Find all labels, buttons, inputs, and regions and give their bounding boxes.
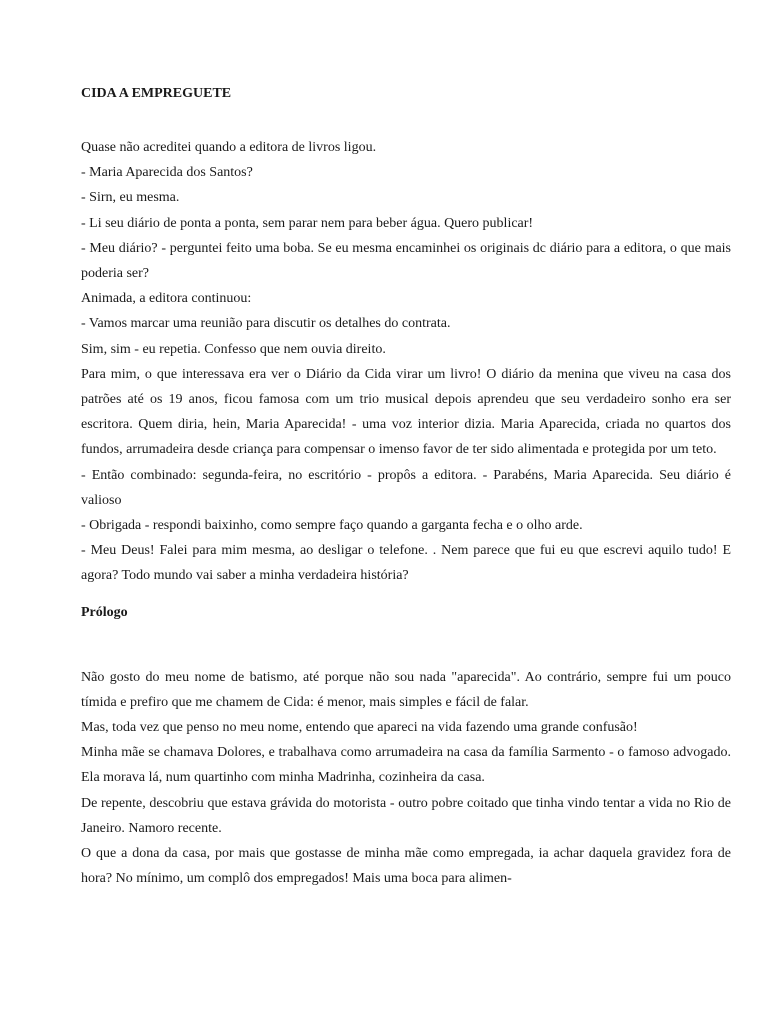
paragraph: - Maria Aparecida dos Santos? [81, 165, 253, 181]
paragraph: Mas, toda vez que penso no meu nome, entendo que apareci na vida fazendo uma grande confusão! [81, 720, 638, 736]
section-heading-prologue: Prólogo [81, 604, 128, 620]
paragraph: - Meu Deus! Falei para mim mesma, ao desligar o telefone. . Nem parece que fui eu que escrevi aquilo tudo! E agora? Todo mundo vai saber a minha verdadeira história? [81, 543, 731, 584]
paragraph: Quase não acreditei quando a editora de livros ligou. [81, 140, 377, 155]
paragraph: De repente, descobriu que estava grávida do motorista - outro pobre coitado que tinha vindo tentar a vida no Rio de Janeiro. Namoro recente. [81, 795, 731, 836]
paragraph: Não gosto do meu nome de batismo, até porque não sou nada "aparecida". Ao contrário, sempre fui um pouco tímida e prefiro que me chamem de Cida: é menor, mais simples e fácil de falar. [81, 669, 731, 710]
document-title: CIDA A EMPREGUETE [81, 86, 232, 101]
paragraph: - Obrigada - respondi baixinho, como sempre faço quando a garganta fecha e o olho arde. [81, 518, 583, 534]
intro-section [81, 135, 731, 589]
paragraph: Sim, sim - eu repetia. Confesso que nem ouvia direito. [81, 341, 386, 357]
paragraph: Minha mãe se chamava Dolores, e trabalhava como arrumadeira na casa da família Sarmento - o famoso advogado. Ela morava lá, num quartinho com minha Madrinha, cozinheira da casa. [81, 745, 731, 786]
paragraph: - Vamos marcar uma reunião para discutir os detalhes do contrata. [81, 316, 451, 332]
prologue-section [81, 665, 731, 892]
paragraph: - Meu diário? - perguntei feito uma boba. Se eu mesma encaminhei os originais dc diário para a editora, o que mais poderia ser? [81, 240, 731, 282]
paragraph: Para mim, o que interessava era ver o Diário da Cida virar um livro! O diário da menina que viveu na casa dos patrões até os 19 anos, ficou famosa com um trio musical depois aprendeu que seu verdadeiro sonho era ser escritora. Quem diria, hein, Maria Aparecida! - uma voz interior dizia. Maria Aparecida, criada no quartos dos fundos, arrumadeira desde criança para compensar o imenso favor de ter sido alimentada e protegida por um teto. [81, 366, 731, 458]
paragraph: - Li seu diário de ponta a ponta, sem parar nem para beber água. Quero publicar! [81, 215, 534, 231]
paragraph: O que a dona da casa, por mais que gostasse de minha mãe como empregada, ia achar daquela gravidez fora de hora? No mínimo, um complô dos empregados! Mais uma boca para alimen- [81, 846, 731, 887]
document-page [81, 84, 731, 891]
paragraph: - Então combinado: segunda-feira, no escritório - propôs a editora. - Parabéns, Maria Aparecida. Seu diário é valioso [81, 467, 731, 508]
paragraph: - Sirn, eu mesma. [81, 190, 180, 206]
paragraph: Animada, a editora continuou: [81, 291, 252, 307]
